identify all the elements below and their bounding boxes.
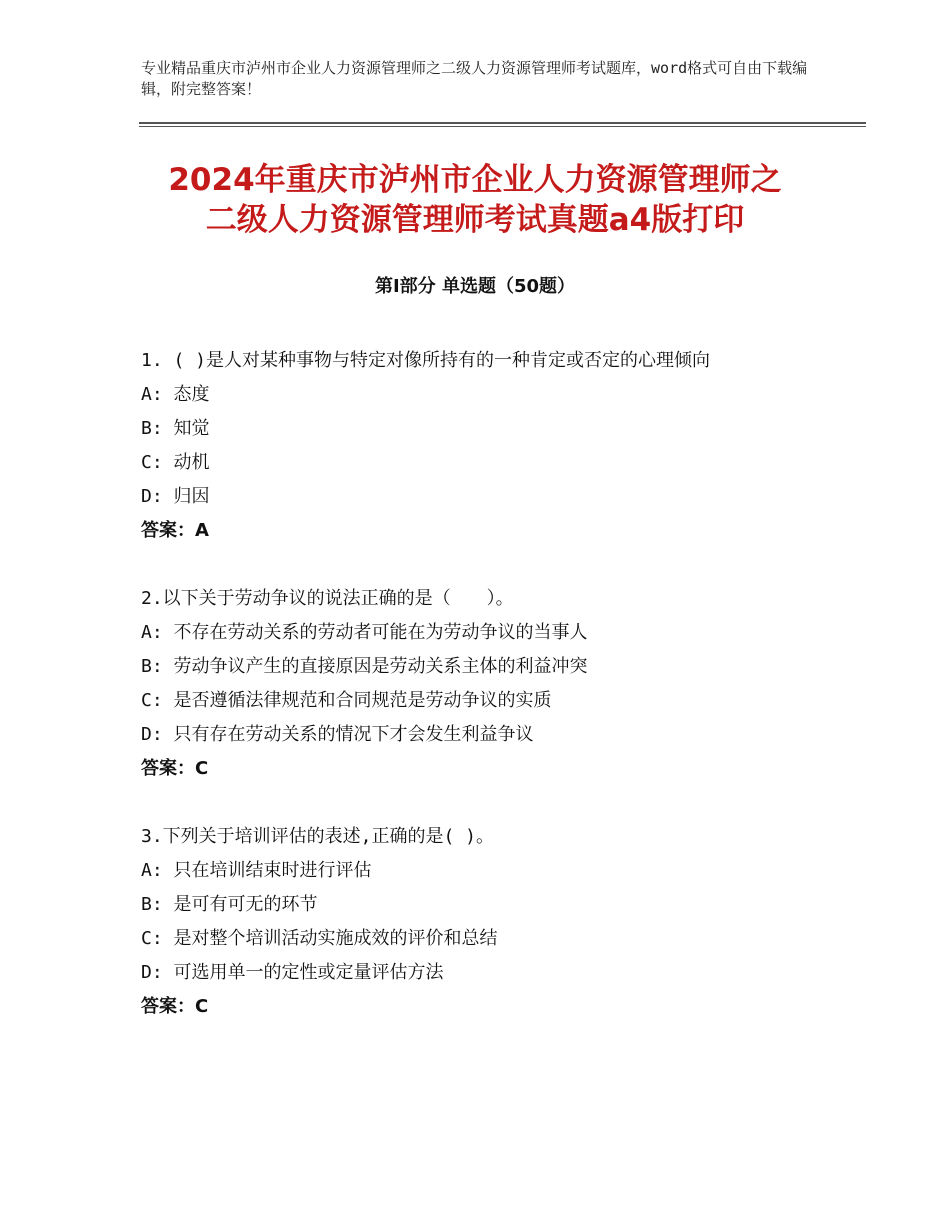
option-c: C: 是否遵循法律规范和合同规范是劳动争议的实质 <box>141 690 552 711</box>
option-d: D: 只有存在劳动关系的情况下才会发生利益争议 <box>141 724 534 745</box>
answer: 答案：A <box>141 520 209 541</box>
document-title <box>100 160 850 240</box>
question-2 <box>141 582 821 786</box>
question-stem: 2.以下关于劳动争议的说法正确的是（ ）。 <box>141 588 514 609</box>
header-rule-thin <box>139 126 866 127</box>
option-c: C: 动机 <box>141 452 210 473</box>
title-line: 二级人力资源管理师考试真题a4版打印 <box>205 202 745 238</box>
option-c: C: 是对整个培训活动实施成效的评价和总结 <box>141 928 498 949</box>
title-line: 2024年重庆市泸州市企业人力资源管理师之 <box>168 162 782 198</box>
question-stem: 3.下列关于培训评估的表述,正确的是( )。 <box>141 826 495 847</box>
question-stem: 1. ( )是人对某种事物与特定对像所持有的一种肯定或否定的心理倾向 <box>141 350 711 371</box>
option-d: D: 可选用单一的定性或定量评估方法 <box>141 962 444 983</box>
question-list <box>141 344 821 1058</box>
question-3 <box>141 820 821 1024</box>
option-d: D: 归因 <box>141 486 210 507</box>
option-a: A: 不存在劳动关系的劳动者可能在为劳动争议的当事人 <box>141 622 588 643</box>
header-note: 专业精品重庆市泸州市企业人力资源管理师之二级人力资源管理师考试题库，word格式可自由下载编辑，附完整答案！ <box>141 59 808 98</box>
header-rule <box>139 122 866 124</box>
answer: 答案：C <box>141 758 209 779</box>
option-b: B: 劳动争议产生的直接原因是劳动关系主体的利益冲突 <box>141 656 588 677</box>
option-b: B: 是可有可无的环节 <box>141 894 318 915</box>
answer: 答案：C <box>141 996 209 1017</box>
option-a: A: 态度 <box>141 384 210 405</box>
option-a: A: 只在培训结束时进行评估 <box>141 860 372 881</box>
question-1 <box>141 344 821 548</box>
option-b: B: 知觉 <box>141 418 210 439</box>
section-title: 第Ⅰ部分 单选题（50题） <box>374 276 575 297</box>
